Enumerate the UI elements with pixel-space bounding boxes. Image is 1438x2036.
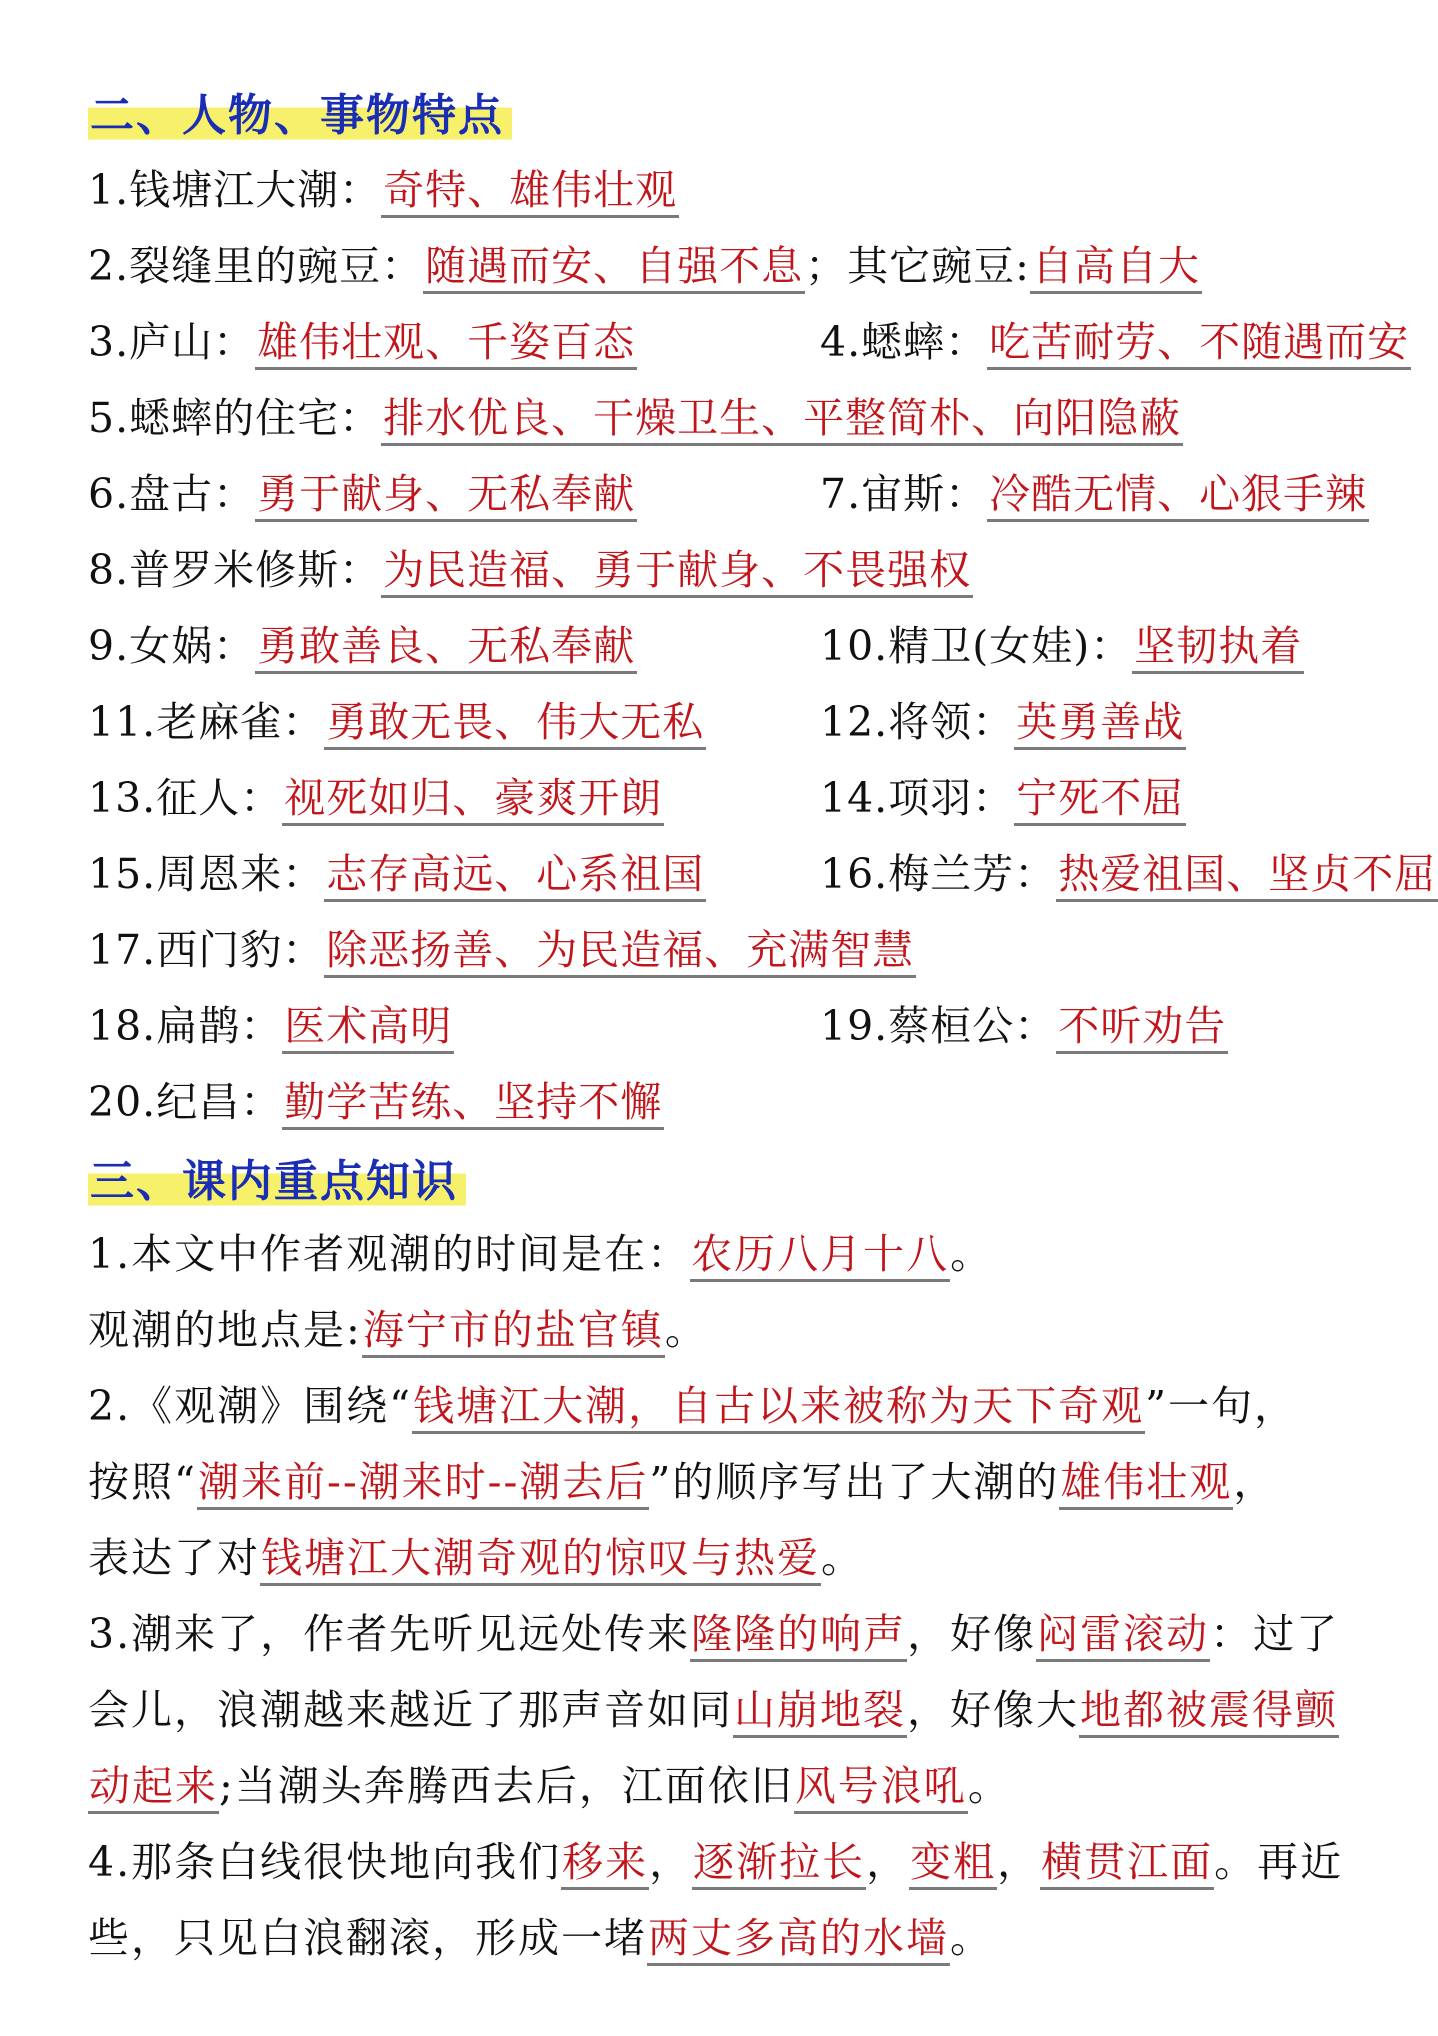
list-item: 20.纪昌：勤学苦练、坚持不懈 xyxy=(88,1064,1368,1140)
answer-text: 随遇而安、自强不息 xyxy=(423,242,805,294)
answer-text: 热爱祖国、坚贞不屈 xyxy=(1056,850,1438,902)
answer-text: 勇于献身、无私奉献 xyxy=(255,470,637,522)
section-heading: 二、人物、事物特点 xyxy=(88,88,512,144)
answer-text: 雄伟壮观、千姿百态 xyxy=(255,318,637,370)
answer-text: 横贯江面 xyxy=(1040,1838,1214,1890)
list-item: 5.蟋蟀的住宅：排水优良、干燥卫生、平整简朴、向阳隐蔽 xyxy=(88,380,1368,456)
list-item: 17.西门豹：除恶扬善、为民造福、充满智慧 xyxy=(88,912,1368,988)
answer-text: 吃苦耐劳、不随遇而安 xyxy=(987,318,1411,370)
list-item: 6.盘古：勇于献身、无私奉献 7.宙斯：冷酷无情、心狠手辣 xyxy=(88,456,1368,532)
list-item: 2.裂缝里的豌豆：随遇而安、自强不息；其它豌豆:自高自大 xyxy=(88,228,1368,304)
character-traits-list xyxy=(88,152,1437,1140)
answer-text: 勤学苦练、坚持不懈 xyxy=(282,1078,664,1130)
list-item: 8.普罗米修斯：为民造福、勇于献身、不畏强权 xyxy=(88,532,1368,608)
answer-text: 变粗 xyxy=(909,1838,997,1890)
knowledge-paragraph: 2.《观潮》围绕“钱塘江大潮，自古以来被称为天下奇观”一句， 按照“潮来前--潮来时--潮去后”的顺序写出了大潮的雄伟壮观， 表达了对钱塘江大潮奇观的惊叹与热爱。 xyxy=(88,1368,1378,1596)
answer-text: 冷酷无情、心狠手辣 xyxy=(987,470,1369,522)
list-item: 15.周恩来：志存高远、心系祖国 16.梅兰芳：热爱祖国、坚贞不屈 xyxy=(88,836,1368,912)
list-item: 11.老麻雀：勇敢无畏、伟大无私 12.将领：英勇善战 xyxy=(88,684,1368,760)
answer-text: 移来 xyxy=(561,1838,649,1890)
answer-text: 视死如归、豪爽开朗 xyxy=(282,774,664,826)
answer-text: 农历八月十八 xyxy=(690,1230,950,1282)
answer-text: 不听劝告 xyxy=(1056,1002,1228,1054)
answer-text: 动起来 xyxy=(88,1762,219,1814)
list-item: 13.征人：视死如归、豪爽开朗 14.项羽：宁死不屈 xyxy=(88,760,1368,836)
answer-text: 隆隆的响声 xyxy=(690,1610,907,1662)
knowledge-paragraph: 3.潮来了，作者先听见远处传来隆隆的响声，好像闷雷滚动：过了 会儿，浪潮越来越近了那声音如同山崩地裂，好像大地都被震得颤 动起来;当潮头奔腾西去后，江面依旧风号浪吼。 xyxy=(88,1596,1378,1824)
knowledge-paragraph: 1.本文中作者观潮的时间是在：农历八月十八。 xyxy=(88,1216,1378,1292)
answer-text: 宁死不屈 xyxy=(1014,774,1186,826)
answer-text: 勇敢无畏、伟大无私 xyxy=(324,698,706,750)
answer-text: 闷雷滚动 xyxy=(1036,1610,1210,1662)
answer-text: 志存高远、心系祖国 xyxy=(324,850,706,902)
list-item: 3.庐山：雄伟壮观、千姿百态 4.蟋蟀：吃苦耐劳、不随遇而安 xyxy=(88,304,1368,380)
answer-text: 山崩地裂 xyxy=(733,1686,907,1738)
answer-text: 潮来前--潮来时--潮去后 xyxy=(197,1458,649,1510)
answer-text: 奇特、雄伟壮观 xyxy=(381,166,679,218)
knowledge-paragraph: 观潮的地点是:海宁市的盐官镇。 xyxy=(88,1292,1378,1368)
answer-text: 海宁市的盐官镇 xyxy=(362,1306,665,1358)
list-item: 9.女娲：勇敢善良、无私奉献 10.精卫(女娃)：坚韧执着 xyxy=(88,608,1368,684)
answer-text: 英勇善战 xyxy=(1014,698,1186,750)
answer-text: 自高自大 xyxy=(1030,242,1202,294)
list-item: 1.钱塘江大潮：奇特、雄伟壮观 xyxy=(88,152,1368,228)
answer-text: 除恶扬善、为民造福、充满智慧 xyxy=(324,926,916,978)
answer-text: 钱塘江大潮，自古以来被称为天下奇观 xyxy=(412,1382,1145,1434)
answer-text: 坚韧执着 xyxy=(1132,622,1304,674)
answer-text: 地都被震得颤 xyxy=(1079,1686,1339,1738)
list-item: 18.扁鹊：医术高明 19.蔡桓公：不听劝告 xyxy=(88,988,1368,1064)
knowledge-paragraph: 4.那条白线很快地向我们移来，逐渐拉长，变粗，横贯江面。再近 些，只见白浪翻滚，形成一堵两丈多高的水墙。 xyxy=(88,1824,1378,1976)
section-heading: 三、课内重点知识 xyxy=(88,1154,466,1210)
answer-text: 雄伟壮观 xyxy=(1059,1458,1233,1510)
answer-text: 勇敢善良、无私奉献 xyxy=(255,622,637,674)
answer-text: 两丈多高的水墙 xyxy=(647,1914,950,1966)
answer-text: 钱塘江大潮奇观的惊叹与热爱 xyxy=(260,1534,821,1586)
answer-text: 为民造福、勇于献身、不畏强权 xyxy=(381,546,973,598)
answer-text: 逐渐拉长 xyxy=(692,1838,866,1890)
answer-text: 风号浪吼 xyxy=(794,1762,968,1814)
answer-text: 医术高明 xyxy=(282,1002,454,1054)
answer-text: 排水优良、干燥卫生、平整简朴、向阳隐蔽 xyxy=(381,394,1183,446)
